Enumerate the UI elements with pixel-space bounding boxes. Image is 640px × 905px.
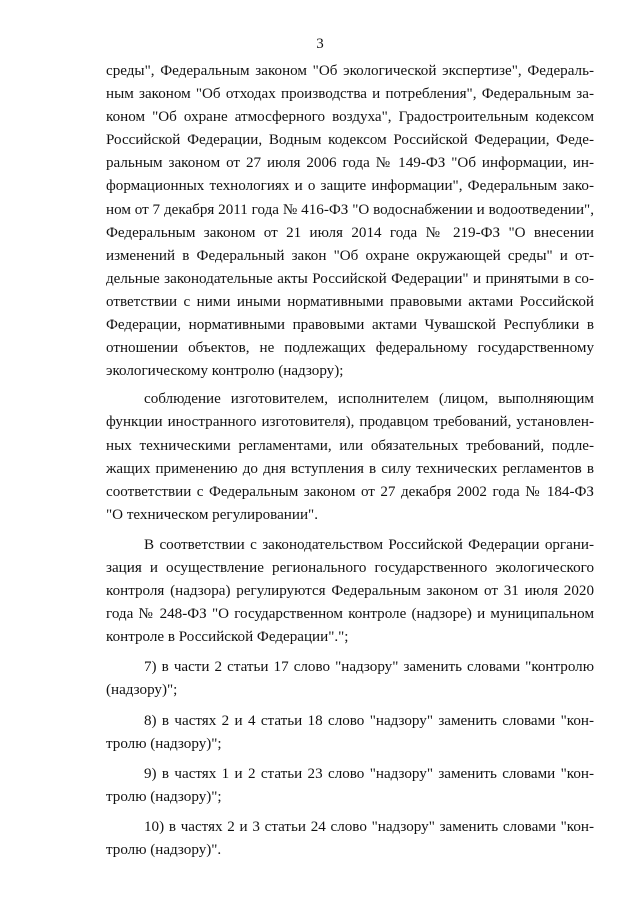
document-body xyxy=(106,60,594,862)
paragraph-compliance: соблюдение изготовителем, исполнителем (лицом, выполняющим функции иностранного изготовителя), продавцом требований, установленных техническими регламентами, или обязательных требований, подлежащих применению до дня вступления в силу технических регламентов в соответствии с Федеральным законом от 27 декабря 2002 года № 184-ФЗ "О техническом регулировании". xyxy=(106,391,594,523)
amendment-item-8: 8) в частях 2 и 4 статьи 18 слово "надзору" заменить словами "контролю (надзору)"; xyxy=(106,712,594,752)
paragraph-continuation: среды", Федеральным законом "Об экологической экспертизе", Федеральным законом "Об отходах производства и потребления", Федеральным законом "Об охране атмосферного воздуха", Градостроительным кодексом Российской Федерации, Водным кодексом Российской Федерации, Федеральным законом от 27 июля 2006 года № 149-ФЗ "Об информации, информационных технологиях и о защите информации", Федеральным законом от 7 декабря 2011 года № 416-ФЗ "О водоснабжении и водоотведении", Федеральным законом от 21 июля 2014 года № 219-ФЗ "О внесении изменений в Федеральный закон "Об охране окружающей среды" и отдельные законодательные акты Российской Федерации" и принятыми в соответствии с ними иными нормативными правовыми актами Российской Федерации, нормативными правовыми актами Чувашской Республики в отношении объектов, не подлежащих федеральному государственному экологическому контролю (надзору); xyxy=(106,63,594,380)
amendment-item-9: 9) в частях 1 и 2 статьи 23 слово "надзору" заменить словами "контролю (надзору)"; xyxy=(106,765,594,805)
amendment-item-7: 7) в части 2 статьи 17 слово "надзору" заменить словами "контролю (надзору)"; xyxy=(106,659,594,699)
page-number: 3 xyxy=(316,36,324,52)
paragraph-regulation: В соответствии с законодательством Российской Федерации организация и осуществление регионального государственного экологического контроля (надзора) регулируются Федеральным законом от 31 июля 2020 года № 248-ФЗ "О государственном контроле (надзоре) и муниципальном контроле в Российской Федерации"."; xyxy=(106,536,594,646)
amendment-item-10: 10) в частях 2 и 3 статьи 24 слово "надзору" заменить словами "контролю (надзору)". xyxy=(106,818,594,858)
